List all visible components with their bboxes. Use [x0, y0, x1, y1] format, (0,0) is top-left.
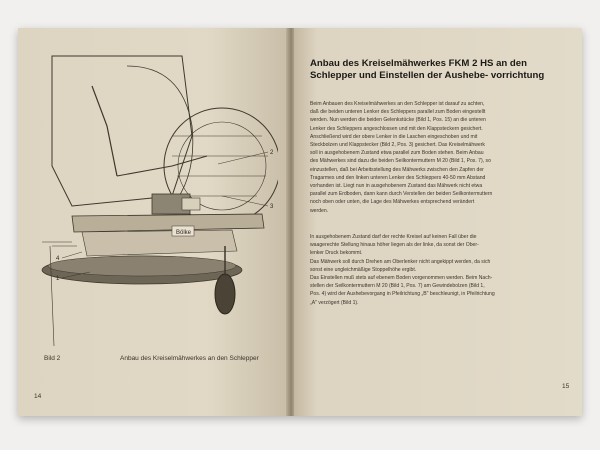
- figure-caption: Anbau des Kreiselmähwerkes an den Schlepper: [120, 355, 259, 362]
- left-page-number: 14: [34, 393, 42, 400]
- text-line: Steckbolzen und Klappstecker (Bild 2, Pos. 3) gesichert. Das Kreiselmähwerk: [310, 142, 485, 149]
- callout-1: 1: [56, 276, 60, 282]
- text-line: sonst eine ungleichmäßige Stoppelhöhe ergibt.: [310, 266, 417, 273]
- text-line: Pos. 4) wird der Aushebevorgang in Pfeilrichtung „B" beschleunigt, in Pfeilrichtung: [310, 291, 495, 298]
- text-line: werden.: [310, 207, 329, 214]
- tractor-mower-illustration: [32, 46, 278, 346]
- text-line: einzustellen, daß bei Arbeitsstellung des Mähwerks zwischen den Zapfen der: [310, 166, 484, 173]
- text-line: „A" verzögert (Bild 1).: [310, 299, 359, 306]
- paragraph-2: [310, 233, 566, 307]
- text-line: Lenker des Schleppers angeschlossen und mit den Klappsteckern gesichert.: [310, 125, 483, 132]
- text-line: des Mähwerkes sind dazu die beiden Seilkontermuttern M 20 (Bild 1, Pos. 7), so: [310, 158, 491, 165]
- callout-4: 4: [56, 256, 60, 262]
- text-line: parallel zum Erdboden, dann kann durch Verstellen der beiden Seilkontermuttern: [310, 191, 493, 198]
- text-line: daß die beiden unteren Lenker des Schleppers parallel zum Boden eingestellt: [310, 109, 486, 116]
- text-line: soll in ausgehobenem Zustand etwa parallel zum Boden stehen. Beim Anbau: [310, 150, 484, 157]
- page-heading: Anbau des Kreiselmähwerkes FKM 2 HS an den Schlepper und Einstellen der Aushebe- vorrichtung: [310, 58, 545, 81]
- left-page: [18, 28, 288, 416]
- right-page-number: 15: [562, 383, 570, 390]
- text-line: waagerechte Stellung hinaus höher liegen als der linke, da sonst der Ober-: [310, 242, 479, 249]
- text-line: Das Einstellen muß stets auf ebenem Boden vorgenommen werden. Beim Nach-: [310, 275, 493, 282]
- brand-plate-text: Bölke: [176, 230, 192, 236]
- figure-label: Bild 2: [44, 355, 61, 362]
- text-line: In ausgehobenem Zustand darf der rechte Kreisel auf keinen Fall über die: [310, 234, 477, 240]
- right-page: [294, 28, 582, 416]
- text-line: Beim Anbauen des Kreiselmähwerkes an den Schlepper ist darauf zu achten,: [310, 101, 485, 107]
- text-line: vorhanden ist. Liegt nun in ausgehobenem Zustand das Mähwerk nicht etwa: [310, 183, 483, 190]
- paragraph-1: [310, 100, 566, 215]
- callout-2: 2: [270, 150, 274, 156]
- text-line: Das Mähwerk soll durch Drehen am Oberlenker nicht angekippt werden, da sich: [310, 258, 491, 265]
- text-line: Anschließend wird der obere Lenker in die Laschen eingeschoben und mit: [310, 133, 478, 140]
- text-line: Tragarmes und den linken unteren Lenker des Schleppers 40-50 mm Abstand: [310, 174, 486, 181]
- text-line: lenker Druck bekommt.: [310, 250, 363, 257]
- open-booklet: [18, 28, 582, 416]
- text-line: werden. Nun werden die beiden Gelenkstücke (Bild 1, Pos. 15) an die unteren: [310, 117, 486, 124]
- callout-3: 3: [270, 204, 274, 210]
- text-line: noch oben oder unten, die Lage des Mähwerkes entsprechend verändert: [310, 199, 475, 206]
- text-line: stellen der Seilkontermuttern M 20 (Bild 1, Pos. 7) am Gewindebolzen (Bild 1,: [310, 283, 485, 290]
